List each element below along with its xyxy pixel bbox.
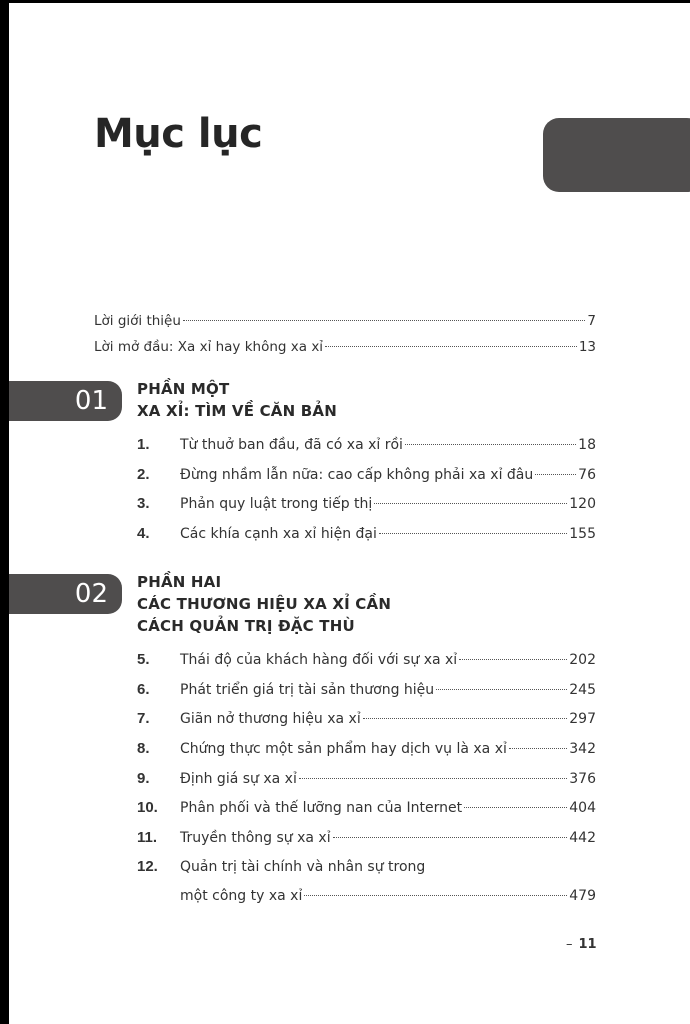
chapter-page: 297 — [569, 711, 596, 727]
dot-leader — [325, 346, 577, 347]
toc-chapter-entry[interactable] — [137, 857, 596, 906]
part-heading-line: XA XỈ: TÌM VỀ CĂN BẢN — [137, 402, 337, 420]
part-heading-line: PHẦN HAI — [137, 573, 222, 591]
dot-leader — [374, 503, 567, 504]
chapter-page: 120 — [569, 496, 596, 512]
folio-page-number: 11 — [578, 937, 597, 952]
chapter-number: 4. — [137, 525, 150, 542]
chapter-page: 342 — [569, 741, 596, 757]
chapter-title-continued — [180, 886, 596, 906]
dot-leader — [333, 837, 568, 838]
chapter-title: Phản quy luật trong tiếp thị — [180, 496, 373, 512]
dot-leader — [509, 748, 567, 749]
chapter-title: Phân phối và thế lưỡng nan của Internet — [180, 800, 463, 816]
chapter-number: 2. — [137, 466, 150, 483]
chapter-page: 18 — [578, 437, 596, 453]
toc-chapter-entry[interactable] — [137, 435, 596, 455]
toc-chapter-entry[interactable] — [137, 739, 596, 759]
toc-chapter-entry[interactable] — [137, 709, 596, 729]
chapter-number: 3. — [137, 495, 150, 512]
toc-entry-page: 13 — [578, 339, 596, 355]
part-heading-line: CÁC THƯƠNG HIỆU XA XỈ CẦN — [137, 595, 392, 613]
toc-chapter-entry[interactable] — [137, 828, 596, 848]
part-heading — [137, 378, 337, 422]
chapter-page: 442 — [569, 830, 596, 846]
chapter-page: 76 — [578, 467, 596, 483]
chapter-number: 7. — [137, 710, 150, 727]
chapter-number: 1. — [137, 436, 150, 453]
chapter-title: Phát triển giá trị tài sản thương hiệu — [180, 682, 435, 698]
page-folio — [566, 937, 597, 952]
toc-chapter-entry[interactable] — [137, 680, 596, 700]
dot-leader — [299, 778, 567, 779]
toc-entry-label: Lời mở đầu: Xa xỉ hay không xa xỉ — [94, 339, 324, 355]
toc-chapter-entry[interactable] — [137, 465, 596, 485]
chapter-title-line2: một công ty xa xỉ — [180, 888, 303, 904]
dot-leader — [379, 533, 567, 534]
part-number-badge: 02 — [9, 574, 122, 614]
chapter-number: 6. — [137, 681, 150, 698]
dot-leader — [183, 320, 586, 321]
toc-entry-preface[interactable] — [94, 337, 596, 357]
chapter-page: 404 — [569, 800, 596, 816]
dot-leader — [535, 474, 576, 475]
chapter-title: Truyền thông sự xa xỉ — [180, 830, 331, 846]
chapter-page: 245 — [569, 682, 596, 698]
toc-entry-page: 7 — [587, 313, 596, 329]
dot-leader — [363, 718, 568, 719]
chapter-title: Định giá sự xa xỉ — [180, 771, 297, 787]
chapter-page: 155 — [569, 526, 596, 542]
page-title: Mục lục — [94, 111, 263, 157]
corner-tab-decoration — [543, 118, 690, 192]
toc-chapter-entry[interactable] — [137, 798, 596, 818]
part-heading — [137, 571, 391, 637]
dot-leader — [464, 807, 567, 808]
chapter-number: 9. — [137, 770, 150, 787]
toc-chapter-entry[interactable] — [137, 769, 596, 789]
chapter-number: 10. — [137, 799, 158, 816]
chapter-title: Chứng thực một sản phẩm hay dịch vụ là xa xỉ — [180, 741, 507, 757]
part-heading-line: CÁCH QUẢN TRỊ ĐẶC THÙ — [137, 617, 355, 635]
chapter-title: Đừng nhầm lẫn nữa: cao cấp không phải xa xỉ đâu — [180, 467, 534, 483]
folio-dash: – — [566, 937, 573, 952]
chapter-number: 12. — [137, 858, 158, 875]
dot-leader — [436, 689, 567, 690]
dot-leader — [405, 444, 576, 445]
chapter-title: Quản trị tài chính và nhân sự trong — [180, 859, 426, 875]
chapter-page: 479 — [569, 888, 596, 904]
toc-entry-introduction[interactable] — [94, 311, 596, 331]
chapter-number: 11. — [137, 829, 158, 846]
chapter-title: Từ thuở ban đầu, đã có xa xỉ rồi — [180, 437, 403, 453]
chapter-title: Các khía cạnh xa xỉ hiện đại — [180, 526, 377, 542]
chapter-number: 8. — [137, 740, 150, 757]
toc-chapter-entry[interactable] — [137, 650, 596, 670]
chapter-page: 202 — [569, 652, 596, 668]
chapter-title: Thái độ của khách hàng đối với sự xa xỉ — [180, 652, 458, 668]
toc-chapter-entry[interactable] — [137, 524, 596, 544]
dot-leader — [304, 895, 567, 896]
part-number-badge: 01 — [9, 381, 122, 421]
toc-chapter-entry[interactable] — [137, 494, 596, 514]
chapter-number: 5. — [137, 651, 150, 668]
dot-leader — [459, 659, 567, 660]
part-heading-line: PHẦN MỘT — [137, 380, 230, 398]
toc-entry-label: Lời giới thiệu — [94, 313, 181, 329]
chapter-title: Giãn nở thương hiệu xa xỉ — [180, 711, 361, 727]
chapter-page: 376 — [569, 771, 596, 787]
